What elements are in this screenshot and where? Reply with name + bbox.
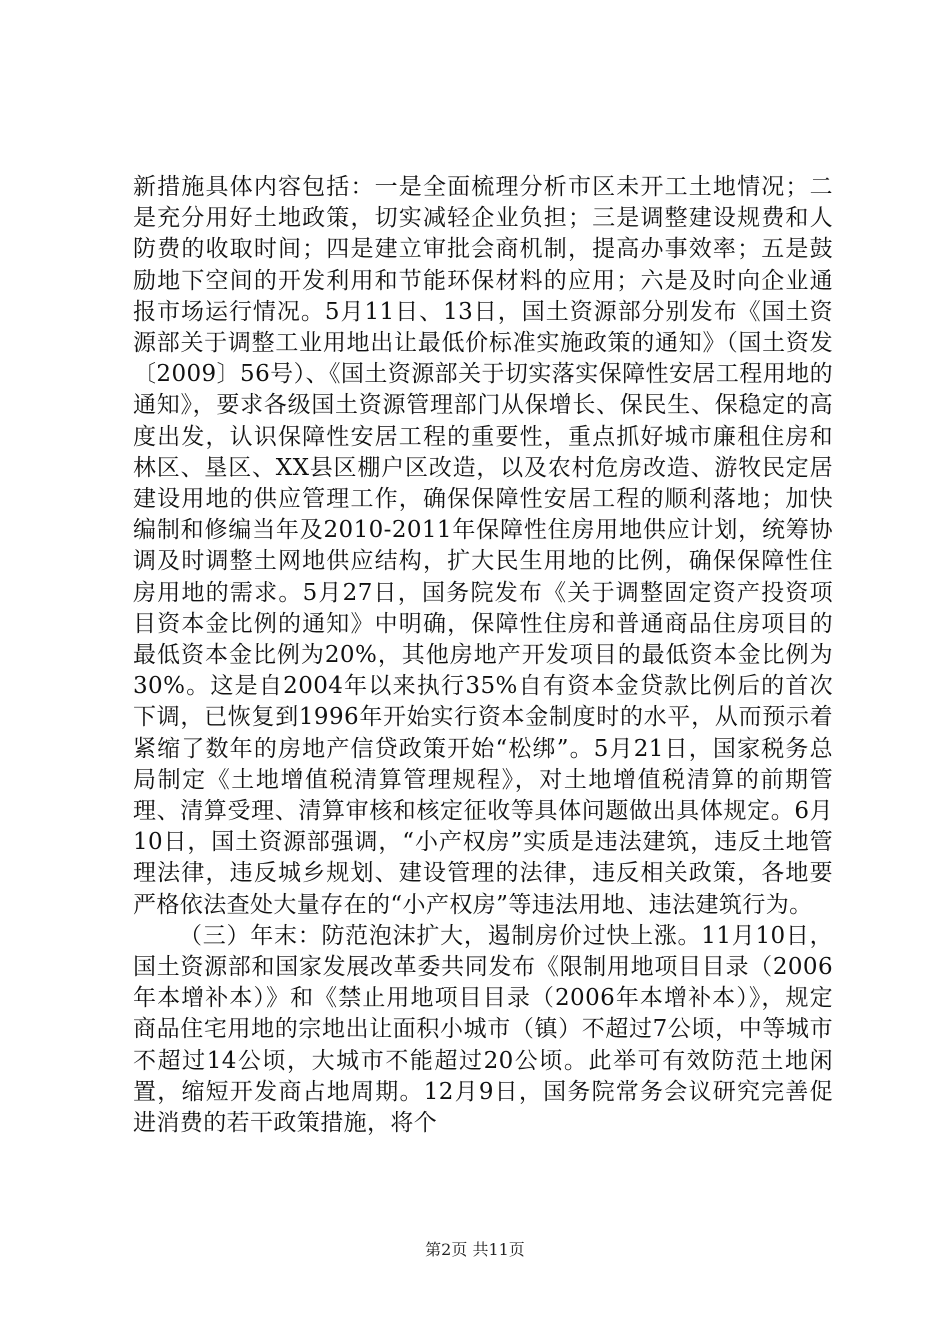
body-text (133, 172, 833, 1139)
paragraph-year-end: （三）年末：防范泡沫扩大，遏制房价过快上涨。11月10日，国土资源部和国家发展改革委共同发布《限制用地项目目录（2006年本增补本）》和《禁止用地项目目录（2006年本增补本）》，规定商品住宅用地的宗地出让面积小城市（镇）不超过7公顷，中等城市不超过14公顷，大城市不能超过20公顷。此举可有效防范土地闲置，缩短开发商占地周期。12月9日，国务院常务会议研究完善促进消费的若干政策措施，将个 (133, 922, 833, 1137)
paragraph-continued: 新措施具体内容包括：一是全面梳理分析市区未开工土地情况；二是充分用好土地政策，切实减轻企业负担；三是调整建设规费和人防费的收取时间；四是建立审批会商机制，提高办事效率；五是鼓励地下空间的开发利用和节能环保材料的应用；六是及时向企业通报市场运行情况。5月11日、13日，国土资源部分别发布《国土资源部关于调整工业用地出让最低价标准实施政策的通知》（国土资发〔2009〕56号）、《国土资源部关于切实落实保障性安居工程用地的通知》，要求各级国土资源管理部门从保增长、保民生、保稳定的高度出发，认识保障性安居工程的重要性，重点抓好城市廉租住房和林区、垦区、XX县区棚户区改造，以及农村危房改造、游牧民定居建设用地的供应管理工作，确保保障性安居工程的顺利落地；加快编制和修编当年及2010-2011年保障性住房用地供应计划，统筹协调及时调整土网地供应结构，扩大民生用地的比例，确保保障性住房用地的需求。5月27日，国务院发布《关于调整固定资产投资项目资本金比例的通知》中明确，保障性住房和普通商品住房项目的最低资本金比例为20%，其他房地产开发项目的最低资本金比例为30%。这是自2004年以来执行35%自有资本金贷款比例后的首次下调，已恢复到1996年开始实行资本金制度时的水平，从而预示着紧缩了数年的房地产信贷政策开始“松绑”。5月21日，国家税务总局制定《土地增值税清算管理规程》，对土地增值税清算的前期管理、清算受理、清算审核和核定征收等具体问题做出具体规定。6月10日，国土资源部强调，“小产权房”实质是违法建筑，违反土地管理法律，违反城乡规划、建设管理的法律，违反相关政策，各地要严格依法查处大量存在的“小产权房”等违法用地、违法建筑行为。 (133, 174, 833, 918)
page-number-footer: 第2页 共11页 (425, 1240, 525, 1259)
